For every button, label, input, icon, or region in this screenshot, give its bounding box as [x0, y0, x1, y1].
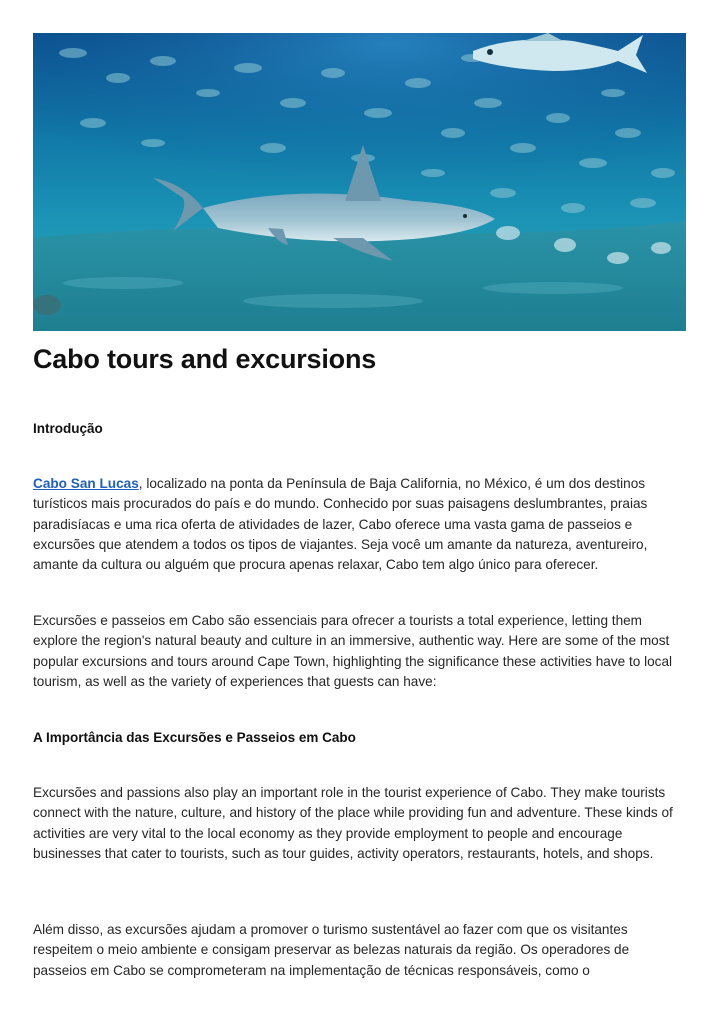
intro-heading: Introdução: [33, 421, 103, 436]
cabo-san-lucas-link[interactable]: Cabo San Lucas: [33, 476, 139, 491]
hero-image: [33, 33, 686, 331]
importance-paragraph: Excursões and passions also play an important role in the tourist experience of Cabo. They make tourists connect with the nature, culture, and history of the place while providing fun and adventure. These kinds of activities are very vital to the local economy as they provide employment to people and encourage businesses that cater to tourists, such as tour guides, activity operators, restaurants, hotels, and shops.: [33, 785, 673, 861]
page-title: Cabo tours and excursions: [33, 344, 377, 374]
excursions-paragraph: Excursões e passeios em Cabo são essenciais para ofrecer a tourists a total experience, letting them explore the region's natural beauty and culture in an immersive, authentic way. Here are some of the most popular excursions and tours around Cape Town, highlighting the significance these activities have to local tourism, as well as the variety of experiences that guests can have:: [33, 613, 673, 689]
underwater-shark-picture: [33, 33, 686, 331]
intro-paragraph: [33, 474, 685, 575]
section-heading-importance: A Importância das Excursões e Passeios em Cabo: [33, 730, 356, 745]
sustainability-paragraph: Além disso, as excursões ajudam a promover o turismo sustentável ao fazer com que os visitantes respeitem o meio ambiente e consigam preservar as belezas naturais da região. Os operadores de passeios em Cabo se comprometeram na implementação de técnicas responsáveis, como o: [33, 922, 630, 978]
intro-paragraph-text: , localizado na ponta da Península de Baja California, no México, é um dos destinos turísticos mais procurados do país e do mundo. Conhecido por suas paisagens deslumbrantes, praias paradisíacas e uma rica oferta de atividades de lazer, Cabo oferece uma vasta gama de passeios e excursões que atendem a todos os tipos de viajantes. Seja você um amante da natureza, aventureiro, amante da cultura ou alguém que procura apenas relaxar, Cabo tem algo único para oferecer.: [33, 476, 648, 573]
